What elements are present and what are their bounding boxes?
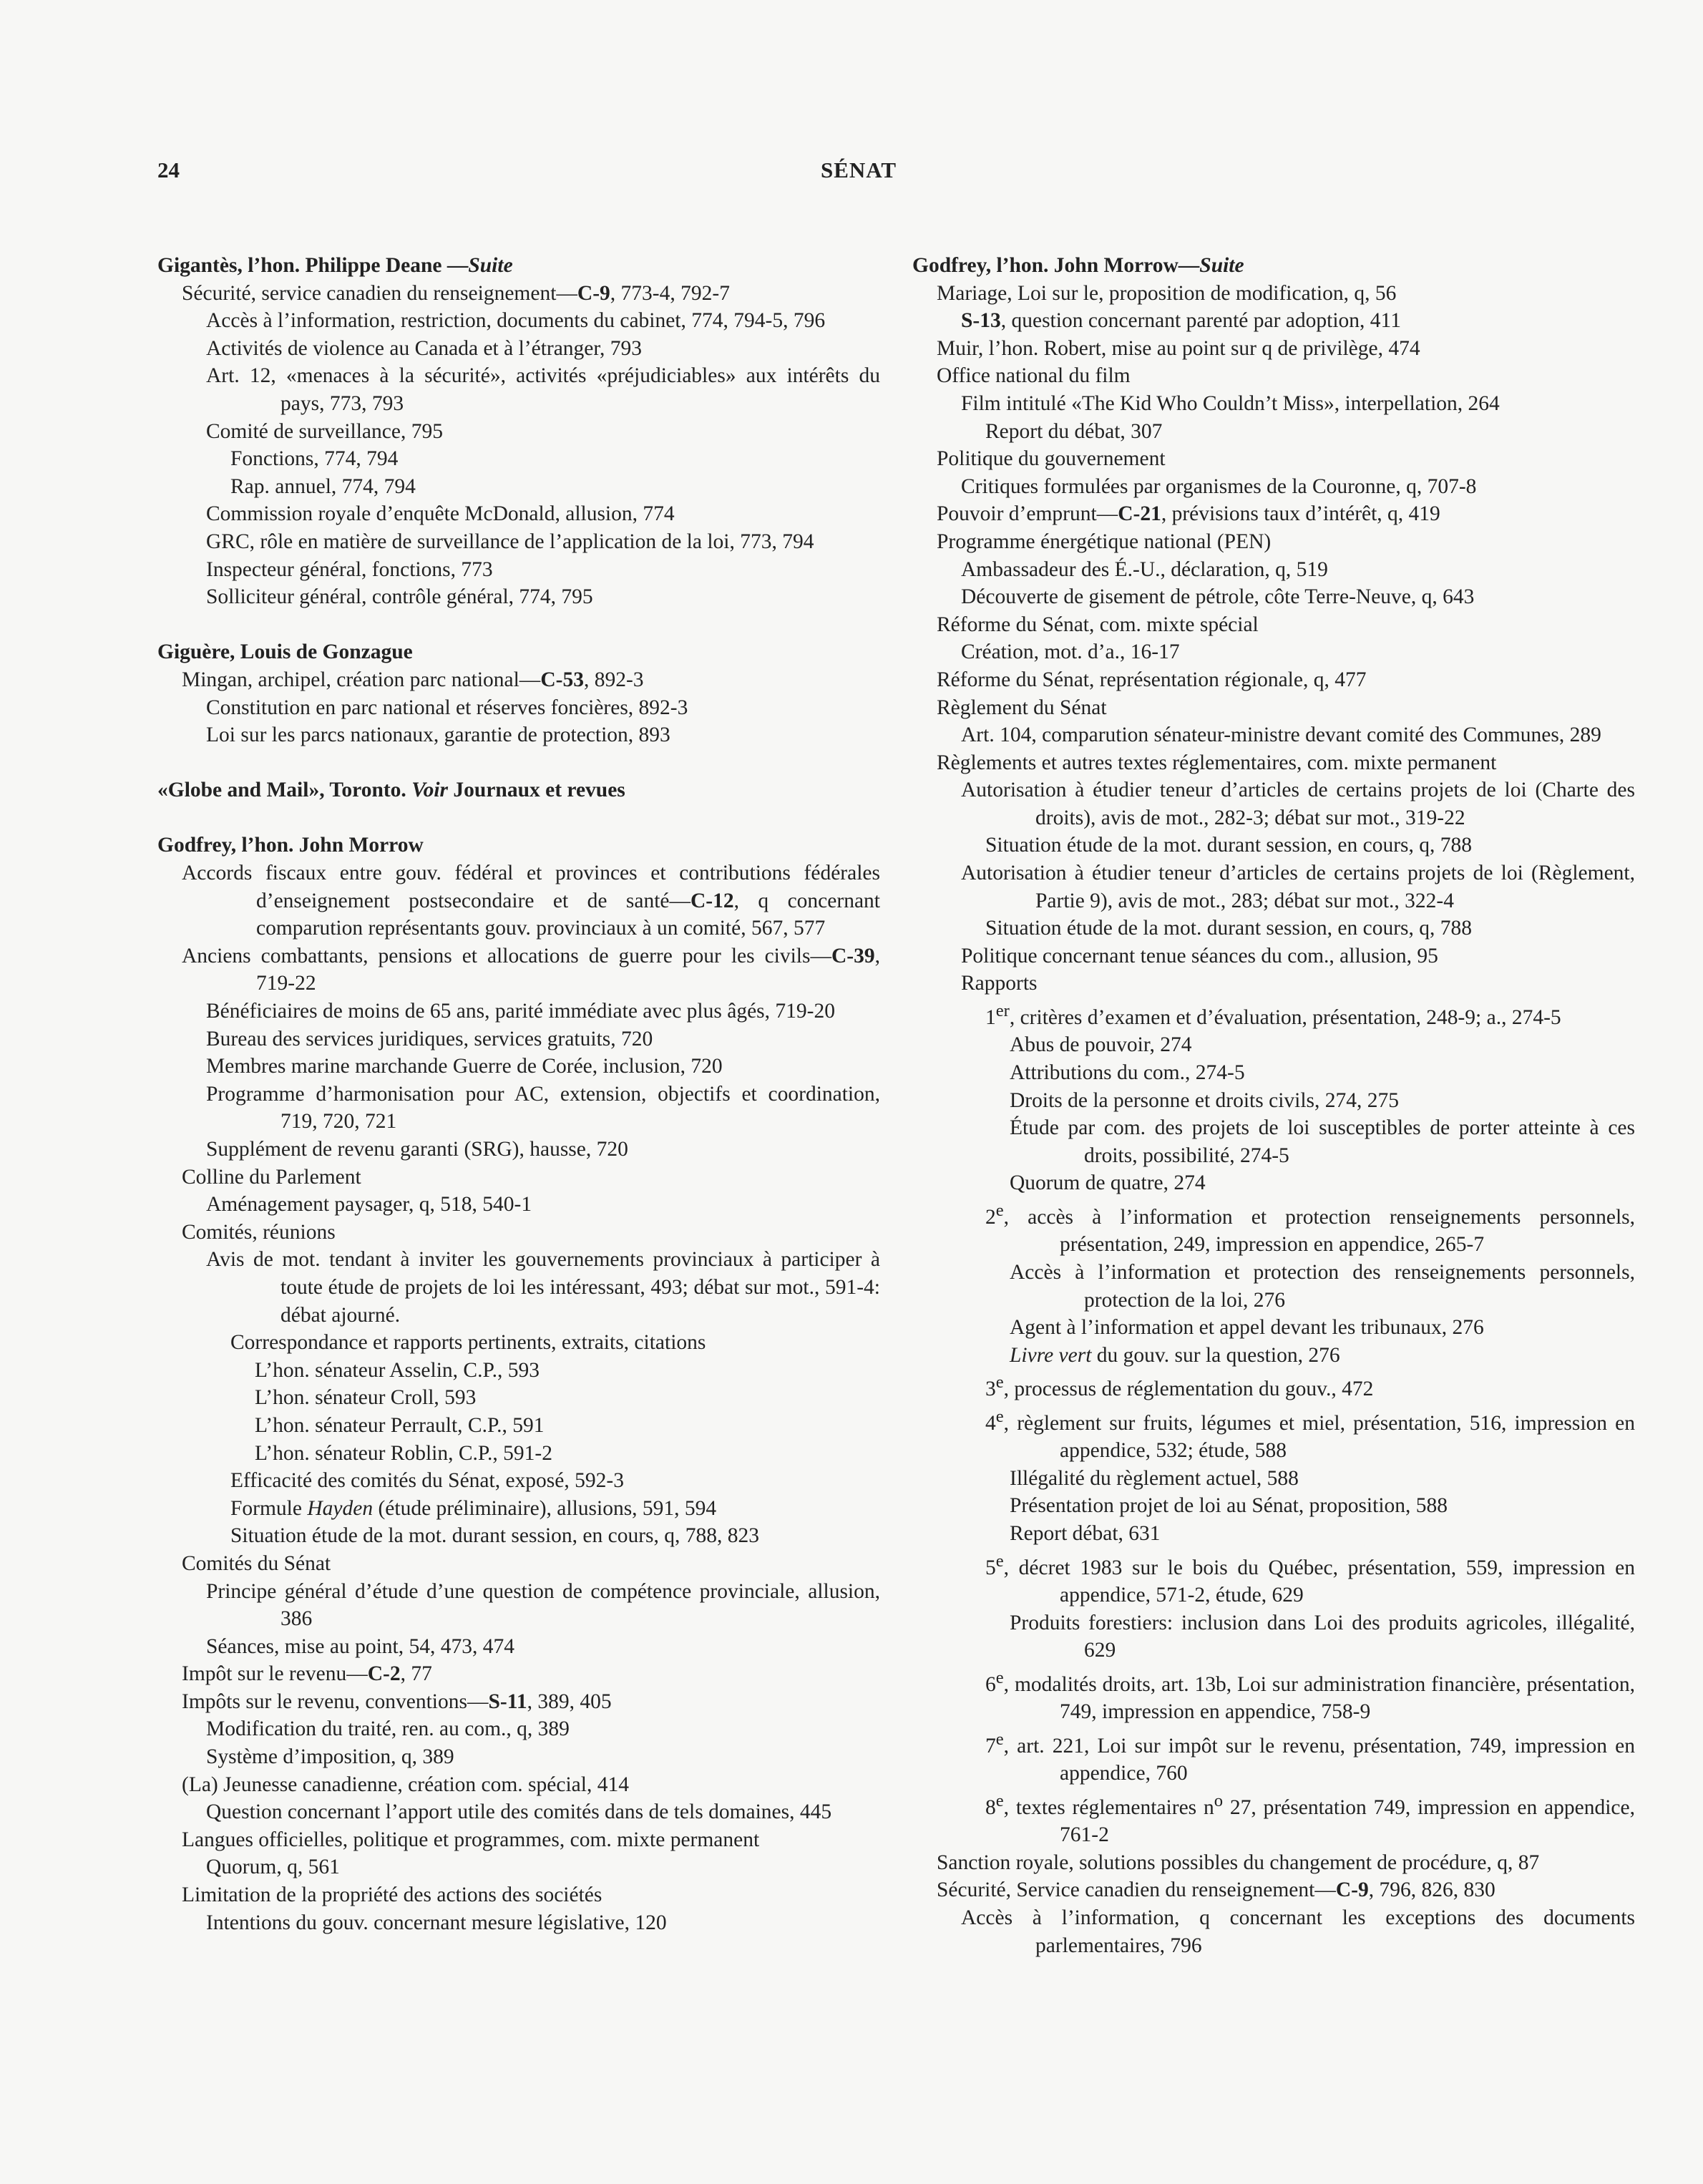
index-entry: Livre vert du gouv. sur la question, 276 xyxy=(1010,1343,1340,1367)
index-entry: Rapports xyxy=(961,972,1038,995)
index-entry: Report du débat, 307 xyxy=(985,419,1163,443)
index-entry: Critiques formulées par organismes de la Couronne, q, 707-8 xyxy=(961,474,1477,498)
index-entry: Sanction royale, solutions possibles du changement de procédure, q, 87 xyxy=(937,1851,1540,1874)
index-entry: (La) Jeunesse canadienne, création com. spécial, 414 xyxy=(182,1773,629,1796)
index-heading: Giguère, Louis de Gonzague xyxy=(157,640,413,664)
index-entry: Situation étude de la mot. durant session, en cours, q, 788 xyxy=(985,917,1473,940)
index-entry: Comités, réunions xyxy=(182,1220,336,1244)
index-entry: Activités de violence au Canada et à l’étranger, 793 xyxy=(206,336,643,360)
index-entry: Question concernant l’apport utile des comités dans de tels domaines, 445 xyxy=(206,1800,832,1824)
index-entry: Accès à l’information, restriction, documents du cabinet, 774, 794-5, 796 xyxy=(206,309,826,333)
index-entry: Film intitulé «The Kid Who Couldn’t Miss», interpellation, 264 xyxy=(961,391,1500,415)
index-entry: Langues officielles, politique et programmes, com. mixte permanent xyxy=(182,1828,760,1851)
index-entry: 3e, processus de réglementation du gouv., 472 xyxy=(985,1373,1374,1401)
index-entry: Politique du gouvernement xyxy=(937,447,1166,471)
index-entry: Art. 12, «menaces à la sécurité», activités «préjudiciables» aux intérêts du pays, 773, 793 xyxy=(206,364,880,415)
index-entry: Situation étude de la mot. durant session, en cours, q, 788, 823 xyxy=(230,1524,760,1548)
index-entry: Modification du traité, ren. au com., q, 389 xyxy=(206,1717,570,1741)
index-entry: Quorum, q, 561 xyxy=(206,1856,340,1879)
index-entry: Situation étude de la mot. durant session, en cours, q, 788 xyxy=(985,834,1473,857)
index-entry: Politique concernant tenue séances du com., allusion, 95 xyxy=(961,944,1438,967)
index-column-left xyxy=(157,252,880,1936)
index-heading: «Globe and Mail», Toronto. Voir Journaux et revues xyxy=(157,779,625,802)
index-entry: Bénéficiaires de moins de 65 ans, parité immédiate avec plus âgés, 719-20 xyxy=(206,1000,835,1023)
index-entry: Rap. annuel, 774, 794 xyxy=(230,474,416,498)
index-entry: Impôt sur le revenu—C-2, 77 xyxy=(182,1662,432,1686)
index-entry: Comité de surveillance, 795 xyxy=(206,419,443,443)
index-entry: Impôts sur le revenu, conventions—S-11, 389, 405 xyxy=(182,1690,612,1713)
page-header xyxy=(157,157,1560,193)
index-entry: Bureau des services juridiques, services gratuits, 720 xyxy=(206,1027,653,1050)
index-entry: L’hon. sénateur Asselin, C.P., 593 xyxy=(255,1358,540,1382)
index-entry: Autorisation à étudier teneur d’articles de certains projets de loi (Règlement, Partie 9), avis de mot., 283; débat sur mot., 322-4 xyxy=(961,862,1635,912)
index-entry: 6e, modalités droits, art. 13b, Loi sur administration financière, présentation, 749, impression en appendice, 758-9 xyxy=(985,1667,1635,1724)
index-entry: Art. 104, comparution sénateur-ministre devant comité des Communes, 289 xyxy=(961,723,1601,747)
index-entry: Accès à l’information et protection des renseignements personnels, protection de la loi, 276 xyxy=(1010,1261,1635,1312)
index-entry: Séances, mise au point, 54, 473, 474 xyxy=(206,1634,514,1658)
index-entry: Programme énergétique national (PEN) xyxy=(937,530,1272,553)
index-entry: Ambassadeur des É.-U., déclaration, q, 519 xyxy=(961,557,1328,581)
index-entry: Principe général d’étude d’une question de compétence provinciale, allusion, 386 xyxy=(206,1579,880,1631)
index-entry: Illégalité du règlement actuel, 588 xyxy=(1010,1466,1299,1490)
index-entry: Programme d’harmonisation pour AC, extension, objectifs et coordination, 719, 720, 721 xyxy=(206,1082,880,1134)
index-entry: Formule Hayden (étude préliminaire), allusions, 591, 594 xyxy=(230,1496,717,1520)
index-entry: Règlements et autres textes réglementaires, com. mixte permanent xyxy=(937,751,1497,774)
index-entry: Office national du film xyxy=(937,364,1131,388)
index-entry: Système d’imposition, q, 389 xyxy=(206,1745,454,1769)
index-entry: Report débat, 631 xyxy=(1010,1522,1161,1546)
index-entry: Sécurité, Service canadien du renseignement—C-9, 796, 826, 830 xyxy=(937,1878,1495,1902)
index-entry: Constitution en parc national et réserves foncières, 892-3 xyxy=(206,696,688,719)
index-entry: Aménagement paysager, q, 518, 540-1 xyxy=(206,1193,532,1217)
index-entry: Quorum de quatre, 274 xyxy=(1010,1171,1206,1195)
spacer xyxy=(157,804,880,832)
index-entry: Membres marine marchande Guerre de Corée, inclusion, 720 xyxy=(206,1055,723,1078)
index-entry: GRC, rôle en matière de surveillance de l’application de la loi, 773, 794 xyxy=(206,530,814,553)
index-entry: 1er, critères d’examen et d’évaluation, présentation, 248-9; a., 274-5 xyxy=(985,1001,1561,1029)
index-entry: 4e, règlement sur fruits, légumes et miel, présentation, 516, impression en appendice, 532; étude, 588 xyxy=(985,1406,1635,1463)
index-entry: Règlement du Sénat xyxy=(937,696,1107,719)
index-heading: Gigantès, l’hon. Philippe Deane —Suite xyxy=(157,254,513,277)
index-entry: Attributions du com., 274-5 xyxy=(1010,1061,1245,1085)
index-entry: Accords fiscaux entre gouv. fédéral et provinces et contributions fédérales d’enseignement postsecondaire et de santé—C-12, q concernant comparution représentants gouv. provinciaux à un comité, 567, 577 xyxy=(182,862,880,940)
index-entry: Produits forestiers: inclusion dans Loi des produits agricoles, illégalité, 629 xyxy=(1010,1611,1635,1662)
index-entry: Fonctions, 774, 794 xyxy=(230,447,399,471)
index-entry: L’hon. sénateur Croll, 593 xyxy=(255,1386,477,1410)
index-entry: Inspecteur général, fonctions, 773 xyxy=(206,557,493,581)
index-entry: 8e, textes réglementaires $n^o$ 27, présentation 749, impression en appendice, 761-2 xyxy=(985,1790,1635,1847)
index-entry: Correspondance et rapports pertinents, extraits, citations xyxy=(230,1331,706,1355)
index-entry: Création, mot. d’a., 16-17 xyxy=(961,640,1180,664)
index-entry: Commission royale d’enquête McDonald, allusion, 774 xyxy=(206,502,675,526)
index-entry: Découverte de gisement de pétrole, côte Terre-Neuve, q, 643 xyxy=(961,585,1475,609)
index-entry: Sécurité, service canadien du renseignement—C-9, 773-4, 792-7 xyxy=(182,281,730,305)
index-heading: Godfrey, l’hon. John Morrow xyxy=(157,834,424,857)
index-entry: Intentions du gouv. concernant mesure législative, 120 xyxy=(206,1911,667,1934)
index-entry: Solliciteur général, contrôle général, 774, 795 xyxy=(206,585,593,609)
index-entry: Étude par com. des projets de loi susceptibles de porter atteinte à ces droits, possibilité, 274-5 xyxy=(1010,1116,1635,1167)
index-entry: Réforme du Sénat, représentation régionale, q, 477 xyxy=(937,668,1367,691)
index-entry: Comités du Sénat xyxy=(182,1551,331,1575)
index-entry: Présentation projet de loi au Sénat, proposition, 588 xyxy=(1010,1494,1448,1518)
index-entry: Droits de la personne et droits civils, 274, 275 xyxy=(1010,1088,1400,1112)
index-entry: Colline du Parlement xyxy=(182,1165,361,1189)
index-entry: Autorisation à étudier teneur d’articles de certains projets de loi (Charte des droits), avis de mot., 282-3; débat sur mot., 319-22 xyxy=(961,779,1635,829)
index-entry: Efficacité des comités du Sénat, exposé, 592-3 xyxy=(230,1469,624,1493)
index-entry: S-13, question concernant parenté par adoption, 411 xyxy=(961,309,1401,333)
index-entry: 7e, art. 221, Loi sur impôt sur le revenu, présentation, 749, impression en appendice, 760 xyxy=(985,1729,1635,1785)
index-entry: Abus de pouvoir, 274 xyxy=(1010,1033,1192,1057)
index-entry: Mingan, archipel, création parc national—C-53, 892-3 xyxy=(182,668,644,691)
index-entry: 5e, décret 1983 sur le bois du Québec, présentation, 559, impression en appendice, 571-2, étude, 629 xyxy=(985,1551,1635,1607)
index-entry: L’hon. sénateur Perrault, C.P., 591 xyxy=(255,1413,545,1437)
index-entry: Agent à l’information et appel devant les tribunaux, 276 xyxy=(1010,1316,1484,1340)
index-entry: Muir, l’hon. Robert, mise au point sur q de privilège, 474 xyxy=(937,336,1420,360)
index-entry: Anciens combattants, pensions et allocations de guerre pour les civils—C-39, 719-22 xyxy=(182,944,880,995)
spacer xyxy=(157,611,880,639)
index-entry: 2e, accès à l’information et protection renseignements personnels, présentation, 249, impression en appendice, 265-7 xyxy=(985,1201,1635,1257)
index-entry: Accès à l’information, q concernant les exceptions des documents parlementaires, 796 xyxy=(961,1906,1635,1957)
index-entry: Avis de mot. tendant à inviter les gouvernements provinciaux à participer à toute étude de projets de loi les intéressant, 493; débat sur mot., 591-4: débat ajourné. xyxy=(206,1248,880,1327)
index-entry: Réforme du Sénat, com. mixte spécial xyxy=(937,613,1259,636)
index-entry: Supplément de revenu garanti (SRG), hausse, 720 xyxy=(206,1138,628,1161)
page-number: 24 xyxy=(157,157,180,182)
spacer xyxy=(157,749,880,777)
page-title: SÉNAT xyxy=(820,157,897,182)
index-entry: Mariage, Loi sur le, proposition de modification, q, 56 xyxy=(937,281,1397,305)
index-entry: Limitation de la propriété des actions des sociétés xyxy=(182,1883,602,1907)
index-heading: Godfrey, l’hon. John Morrow—Suite xyxy=(912,254,1244,277)
index-entry: Pouvoir d’emprunt—C-21, prévisions taux d’intérêt, q, 419 xyxy=(937,502,1440,526)
index-column-right xyxy=(912,252,1635,1959)
index-entry: L’hon. sénateur Roblin, C.P., 591-2 xyxy=(255,1441,552,1465)
index-entry: Loi sur les parcs nationaux, garantie de protection, 893 xyxy=(206,723,670,747)
